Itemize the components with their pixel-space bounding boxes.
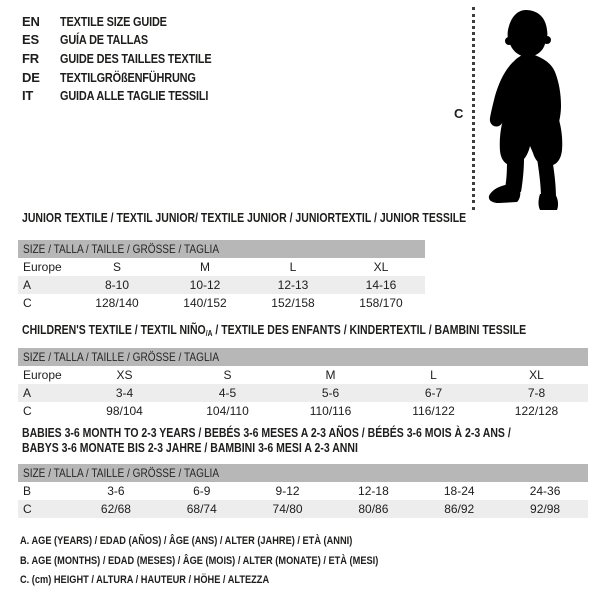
table-row xyxy=(18,482,588,500)
table-body xyxy=(18,258,425,312)
table-cell: 104/110 xyxy=(206,404,249,418)
table-cell: L xyxy=(289,260,297,274)
table-cell: 12-13 xyxy=(277,278,309,292)
table-cell: M xyxy=(200,260,210,274)
size-header-bar xyxy=(18,240,425,258)
table-cell: 4-5 xyxy=(218,386,237,400)
table-title-children: CHILDREN'S TEXTILE / TEXTIL NIÑO/A / TEXTILE DES ENFANTS / KINDERTEXTIL / BAMBINI TESSILE xyxy=(22,323,527,338)
height-measure-label: C xyxy=(454,106,464,121)
table-cell: 122/128 xyxy=(514,404,559,418)
table-body xyxy=(18,482,588,518)
language-code: DE xyxy=(22,69,40,85)
table-cell: XL xyxy=(373,260,389,274)
table-cell: 152/158 xyxy=(271,296,315,310)
table-cell: 18-24 xyxy=(443,484,475,498)
row-label: C xyxy=(23,404,32,418)
row-label: A xyxy=(23,386,32,400)
table-row xyxy=(18,258,425,276)
language-title: GUIDA ALLE TAGLIE TESSILI xyxy=(60,88,209,104)
language-row xyxy=(22,31,240,50)
junior-size-table xyxy=(18,240,425,312)
row-label: C xyxy=(23,502,32,516)
babies-size-table xyxy=(18,464,588,518)
table-cell: 74/80 xyxy=(272,502,303,516)
table-cell: 140/152 xyxy=(183,296,227,310)
table-cell: 110/116 xyxy=(309,404,352,418)
table-cell: 158/170 xyxy=(359,296,403,310)
table-cell: 6-7 xyxy=(424,386,443,400)
table-cell: XS xyxy=(116,368,133,382)
table-cell: 5-6 xyxy=(321,386,340,400)
table-row xyxy=(18,500,588,518)
baby-silhouette-image xyxy=(482,10,564,212)
table-cell: 92/98 xyxy=(530,502,561,516)
footnote-line-c: C. (cm) HEIGHT / ALTURA / HAUTEUR / HÖHE / ALTEZZA xyxy=(20,574,270,586)
table-cell: 98/104 xyxy=(106,404,143,418)
table-cell: 7-8 xyxy=(527,386,546,400)
table-row xyxy=(18,294,425,312)
table-row xyxy=(18,402,588,420)
table-cell: 3-6 xyxy=(107,484,125,498)
table-row xyxy=(18,384,588,402)
children-size-table xyxy=(18,348,588,420)
language-title: TEXTILGRÖßENFÜHRUNG xyxy=(60,69,196,85)
footnote-line-a: A. AGE (YEARS) / EDAD (AÑOS) / ÂGE (ANS) / ALTER (JAHRE) / ETÀ (ANNI) xyxy=(20,535,353,547)
language-title: GUIDE DES TAILLES TEXTILE xyxy=(60,50,212,66)
language-title: TEXTILE SIZE GUIDE xyxy=(60,13,167,29)
table-cell: 12-18 xyxy=(358,484,389,498)
row-label: Europe xyxy=(23,368,62,382)
size-header-label: SIZE / TALLA / TAILLE / GRÖSSE / TAGLIA xyxy=(23,350,220,364)
table-title-babies: BABIES 3-6 MONTH TO 2-3 YEARS / BEBÉS 3-6 MESES A 2-3 AÑOS / BÉBÉS 3-6 MOIS À 2-3 ANS / BABYS 3-6 MONATE BIS 2-3 JAHRE / BAMBINI 3-6 MESI A 2-3 ANNI xyxy=(22,426,511,455)
table-title-junior: JUNIOR TEXTILE / TEXTIL JUNIOR/ TEXTILE JUNIOR / JUNIORTEXTIL / JUNIOR TESSILE xyxy=(22,211,467,225)
table-row xyxy=(18,276,425,294)
table-cell: 8-10 xyxy=(104,278,130,292)
table-cell: S xyxy=(112,260,121,274)
language-row xyxy=(22,49,240,68)
footnote-line-b: B. AGE (MONTHS) / EDAD (MESES) / ÂGE (MOIS) / ALTER (MONATE) / ETÀ (MESI) xyxy=(20,554,379,567)
table-cell: 128/140 xyxy=(95,296,139,310)
table-cell: 14-16 xyxy=(365,278,397,292)
table-cell: 116/122 xyxy=(412,404,455,418)
size-header-label: SIZE / TALLA / TAILLE / GRÖSSE / TAGLIA xyxy=(23,466,220,480)
table-cell: 24-36 xyxy=(529,484,561,498)
height-dotted-line xyxy=(472,7,475,210)
row-label: Europe xyxy=(23,260,62,274)
subscript-text: /A xyxy=(205,329,213,338)
table-cell: 86/92 xyxy=(444,502,475,516)
table-cell: 68/74 xyxy=(186,502,217,516)
table-cell: 6-9 xyxy=(193,484,211,498)
table-cell: M xyxy=(325,368,336,382)
table-cell: L xyxy=(430,368,437,382)
language-code: FR xyxy=(22,50,39,66)
table-cell: XL xyxy=(529,368,544,382)
language-row xyxy=(22,12,240,31)
size-header-bar xyxy=(18,464,588,482)
language-row xyxy=(22,68,240,87)
row-label: C xyxy=(23,296,32,310)
row-label: B xyxy=(23,484,32,498)
table-cell: 10-12 xyxy=(189,278,221,292)
size-header-label: SIZE / TALLA / TAILLE / GRÖSSE / TAGLIA xyxy=(23,242,220,256)
table-cell: S xyxy=(223,368,232,382)
table-body xyxy=(18,366,588,420)
table-cell: 9-12 xyxy=(275,484,300,498)
language-title: GUÍA DE TALLAS xyxy=(60,32,149,48)
row-label: A xyxy=(23,278,32,292)
language-code: ES xyxy=(22,32,39,48)
footnotes xyxy=(20,535,447,594)
language-code: IT xyxy=(22,88,34,104)
language-code: EN xyxy=(22,13,40,29)
size-header-bar xyxy=(18,348,588,366)
table-cell: 62/68 xyxy=(100,502,131,516)
table-row xyxy=(18,366,588,384)
language-list xyxy=(22,12,240,105)
table-cell: 3-4 xyxy=(115,386,134,400)
language-row xyxy=(22,86,240,105)
table-cell: 80/86 xyxy=(358,502,389,516)
